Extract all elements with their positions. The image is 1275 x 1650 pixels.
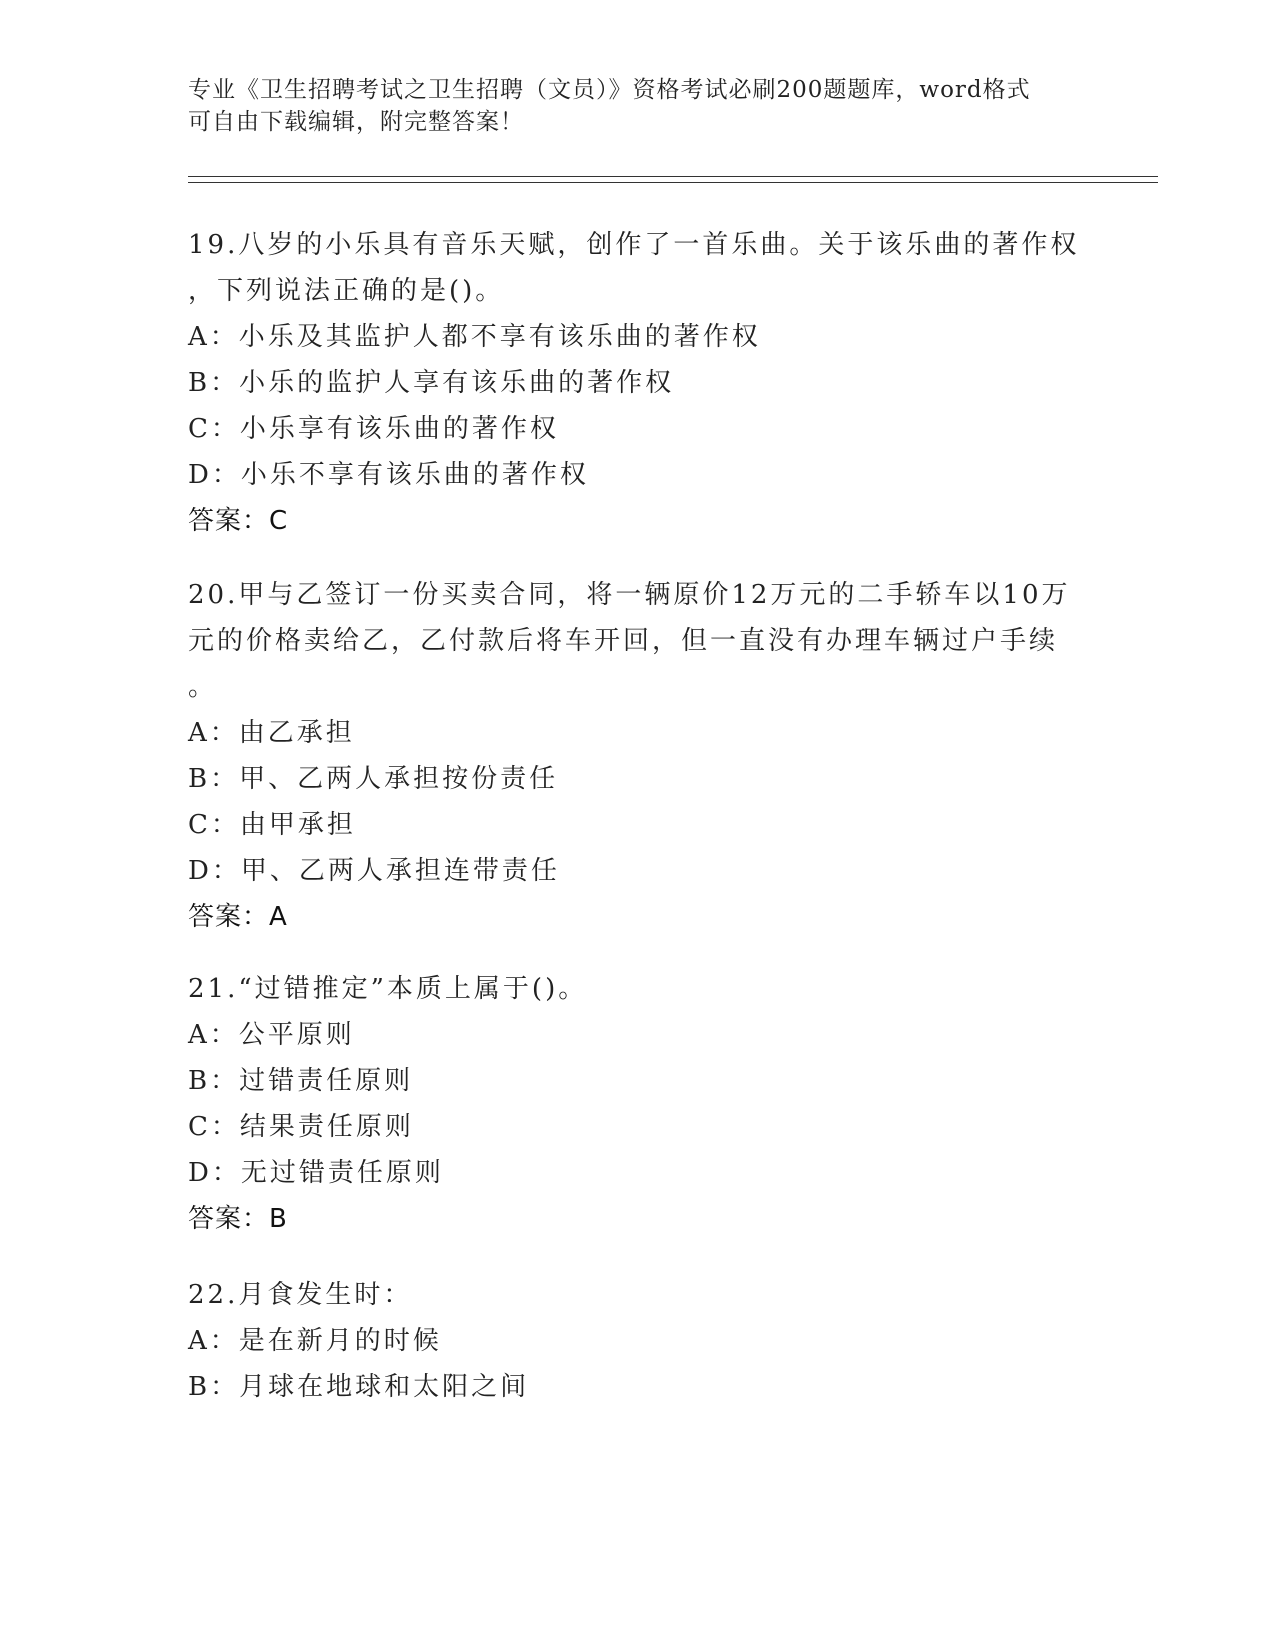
option-a: A：公平原则 — [188, 1020, 355, 1050]
header-line-2: 可自由下载编辑，附完整答案！ — [188, 109, 524, 135]
option-d: D：小乐不享有该乐曲的著作权 — [188, 460, 589, 490]
stem-line: 20.甲与乙签订一份买卖合同，将一辆原价12万元的二手轿车以10万 — [188, 580, 1071, 610]
stem-line: 元的价格卖给乙，乙付款后将车开回，但一直没有办理车辆过户手续 — [188, 626, 1059, 656]
question-stem — [188, 572, 1088, 710]
stem-line: 19.八岁的小乐具有音乐天赋，创作了一首乐曲。关于该乐曲的著作权 — [188, 230, 1080, 260]
answer: 答案：C — [188, 506, 289, 536]
question-19 — [188, 222, 1088, 544]
option-c: C：结果责任原则 — [188, 1112, 414, 1142]
stem-line: 21.“过错推定”本质上属于()。 — [188, 974, 588, 1004]
option-d: D：甲、乙两人承担连带责任 — [188, 856, 560, 886]
option-d: D：无过错责任原则 — [188, 1158, 444, 1188]
option-a: A：是在新月的时候 — [188, 1326, 442, 1356]
stem-line: 22.月食发生时： — [188, 1280, 413, 1310]
stem-line: 。 — [188, 672, 218, 702]
option-b: B：小乐的监护人享有该乐曲的著作权 — [188, 368, 675, 398]
option-b: B：甲、乙两人承担按份责任 — [188, 764, 559, 794]
option-a: A：由乙承担 — [188, 718, 355, 748]
question-stem — [188, 222, 1088, 314]
document-header — [188, 74, 1068, 138]
option-c: C：小乐享有该乐曲的著作权 — [188, 414, 559, 444]
question-stem — [188, 1272, 1088, 1318]
option-b: B：月球在地球和太阳之间 — [188, 1372, 530, 1402]
option-c: C：由甲承担 — [188, 810, 356, 840]
question-20 — [188, 572, 1088, 940]
header-divider-bottom — [188, 182, 1158, 183]
option-b: B：过错责任原则 — [188, 1066, 414, 1096]
answer: 答案：A — [188, 902, 288, 932]
option-a: A：小乐及其监护人都不享有该乐曲的著作权 — [188, 322, 761, 352]
question-21 — [188, 966, 1088, 1242]
header-line-1: 专业《卫生招聘考试之卫生招聘（文员）》资格考试必刷200题题库，word格式 — [188, 77, 1031, 103]
question-stem — [188, 966, 1088, 1012]
stem-line: ，下列说法正确的是()。 — [188, 276, 505, 306]
header-divider-top — [188, 176, 1158, 177]
question-22 — [188, 1272, 1088, 1410]
answer: 答案：B — [188, 1204, 288, 1234]
